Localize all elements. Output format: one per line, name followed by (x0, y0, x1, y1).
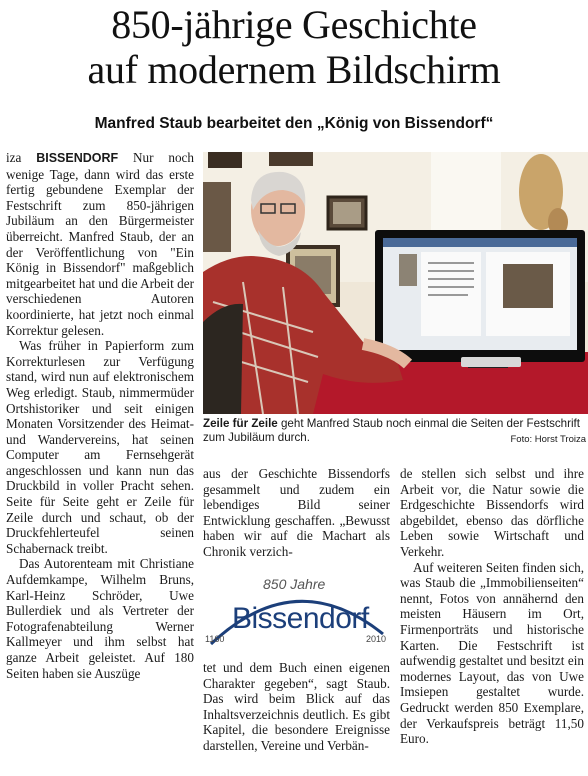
anniversary-logo (203, 574, 389, 652)
headline-line-2: auf modernem Bildschirm (87, 47, 501, 92)
caption-text: geht Manfred Staub noch einmal die Seiten der Festschrift zum Jubiläum durch. (203, 417, 580, 444)
logo-anniversary-text: 850 Jahre (263, 576, 326, 592)
paragraph-3: Das Autorenteam mit Christiane Aufdemkampe, Wilhelm Bruns, Karl-Heinz Schröder, Uwe Bullerdiek und als Vertreter der Fotografenabteilung Werner Kallmeyer und ihm selbst hat ganze Arbeit geleistet. Auf 180 Seiten haben sie Auszüge (6, 556, 194, 681)
paragraph-1 (6, 150, 194, 338)
column-3-paragraph-2: Auf weiteren Seiten finden sich, was Staub die „Immobilienseiten“ nennt, Fotos von annähernd den meisten Häusern im Ort, Firmenporträts und historische Karten. Die Festschrift ist aufwendig gestaltet und besitzt ein modernes Layout, das von Uwe Imsiepen gestaltet wurde. Gedruckt werden 850 Exemplare, der Verkaufspreis beträgt 11,50 Euro. (400, 559, 584, 747)
subheadline: Manfred Staub bearbeitet den „König von Bissendorf“ (94, 115, 494, 132)
article-column-2 (203, 466, 390, 560)
article-column-3 (400, 466, 584, 747)
article-column-1 (6, 150, 194, 681)
logo-year-start: 1160 (205, 634, 225, 644)
author-tag: iza (6, 150, 22, 165)
logo-year-end: 2010 (365, 634, 386, 644)
article-photo (203, 152, 588, 414)
photo-caption (203, 417, 586, 447)
dateline: BISSENDORF (36, 151, 119, 165)
paragraph-2: Was früher in Papierform zum Korrekturlesen zur Verfügung stand, wird nun auf elektronischem Weg erledigt. Staub, nimmermüder Ortshistoriker und seit einigen Monaten Vorsitzender des Heimat- und Wandervereins, hat seinen Computer am Fernsehgerät angeschlossen und kann nun das Druckbild in voller Pracht sehen. Seite für Seite geht er Zeile für Zeile durch und schaut, ob der Druckfehlerteufel seinen Schabernack treibt. (6, 338, 194, 556)
caption-lead: Zeile für Zeile (203, 417, 278, 430)
headline-line-1: 850-jährige Geschichte (111, 2, 477, 47)
photo-credit: Foto: Horst Troiza (510, 434, 586, 445)
paragraph-1-text: Nur noch wenige Tage, dann wird das erste fertig gebundene Exemplar der Festschrift zum 850-jährigen Jubiläum an den Bürgermeister überreicht. Manfred Staub, der an der Veröffentlichung von "Ein König in Bissendorf" maßgeblich mitgearbeitet hat und die Arbeit der verschiedenen Autoren koordinierte, hat jetzt noch einmal Korrektur gelesen. (6, 150, 194, 338)
column-2-text-bottom: tet und dem Buch einen eigenen Charakter gegeben“, sagt Staub. Das wird beim Blick auf das Inhaltsverzeichnis deutlich. Es gibt Kapitel, die besondere Ereignisse darstellen, Vereine und Verbän- (203, 660, 390, 753)
headline (0, 2, 588, 92)
photo-illustration (203, 152, 588, 414)
column-3-paragraph-1: de stellen sich selbst und ihre Arbeit vor, die Natur sowie die Erdgeschichte Bissendorfs wird abgebildet, ebenso das dörfliche Leben sowie Wirtschaft und Verkehr. (400, 466, 584, 559)
column-2-text-top: aus der Geschichte Bissendorfs gesammelt und zudem ein lebendiges Bild seiner Entwicklung geschaffen. „Bewusst haben wir auf die Machart als Chronik verzich- (203, 466, 390, 559)
logo-town-name: Bissendorf (232, 602, 369, 635)
article-column-2-lower (203, 660, 390, 754)
